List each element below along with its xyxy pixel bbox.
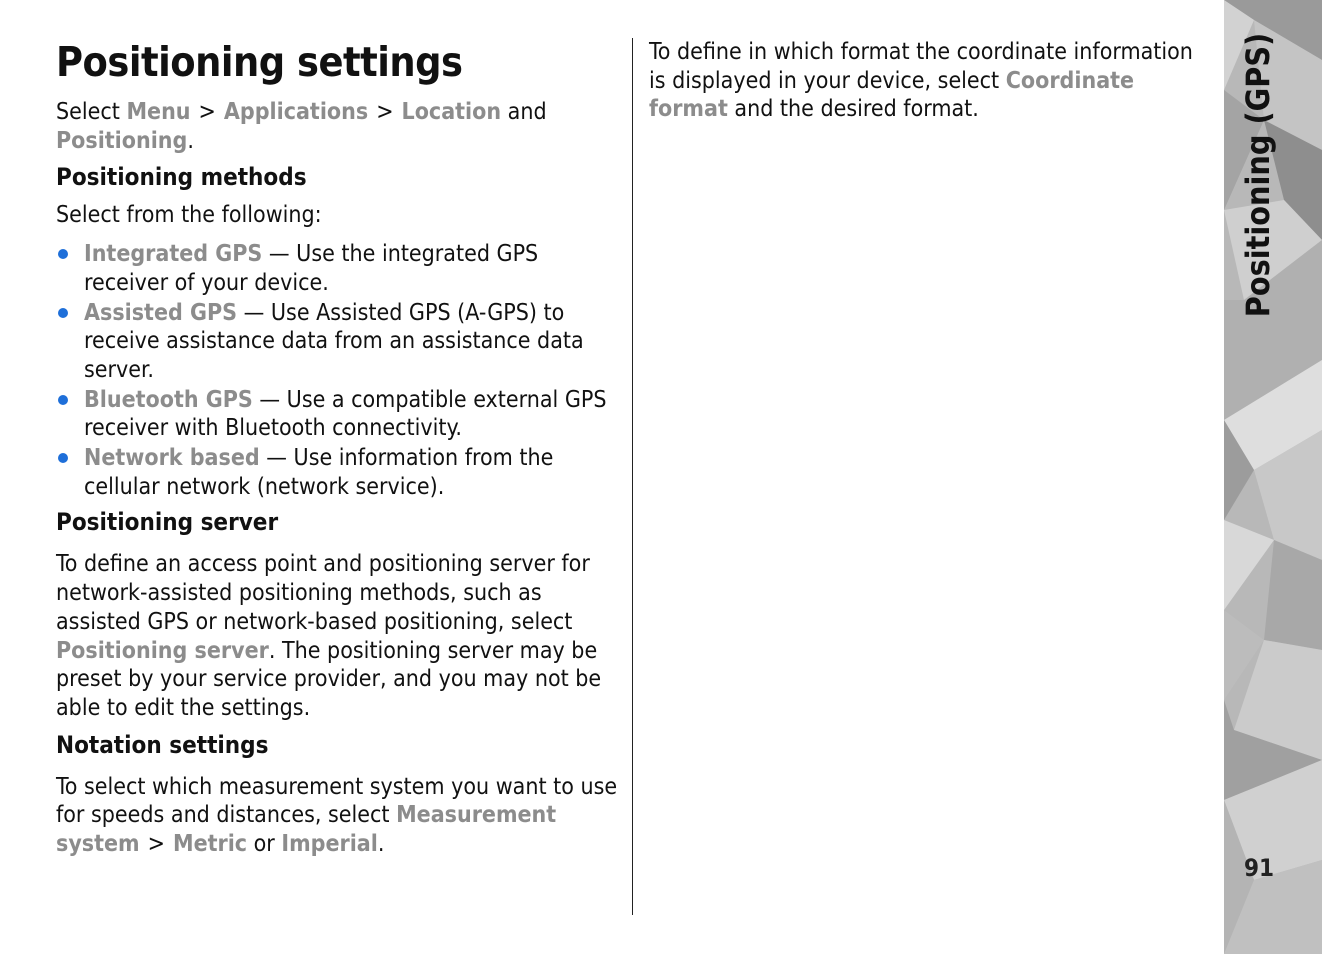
server-text-after: . The positioning server may be preset by your service provider, and you may not be able to edit the settings. [56, 637, 602, 721]
method-desc: — Use information from the cellular network (network service). [84, 445, 554, 500]
positioning-link[interactable]: Positioning [56, 127, 188, 154]
method-desc: — Use Assisted GPS (A-GPS) to receive assistance data from an assistance data server. [84, 299, 584, 383]
method-term[interactable]: Network based [84, 445, 260, 472]
path-separator: > [147, 831, 165, 858]
bullet-icon [58, 453, 68, 463]
notation-text: To select which measurement system you want to use for speeds and distances, select [56, 773, 618, 829]
methods-lead: Select from the following: [56, 202, 322, 229]
page-title: Positioning settings [56, 38, 463, 86]
applications-link[interactable]: Applications [223, 99, 369, 125]
notation-heading: Notation settings [56, 730, 269, 759]
imperial-link[interactable]: Imperial [281, 831, 378, 858]
server-text: To define an access point and positioning server for network-assisted positioning methods, such as assisted GPS or network-based positioning, select [56, 551, 590, 635]
server-heading: Positioning server [56, 508, 279, 537]
intro-and-text: and [507, 99, 547, 125]
page-number: 91 [1244, 854, 1275, 882]
menu-link[interactable]: Menu [126, 99, 191, 125]
metric-link[interactable]: Metric [172, 831, 248, 858]
intro-period: . [187, 127, 194, 154]
notation-paragraph [56, 773, 626, 859]
list-item [56, 240, 626, 297]
method-term[interactable]: Bluetooth GPS [84, 386, 253, 413]
method-desc: — Use a compatible external GPS receiver with Bluetooth connectivity. [84, 386, 607, 442]
positioning-server-link[interactable]: Positioning server [56, 637, 269, 664]
method-term[interactable]: Assisted GPS [84, 299, 238, 326]
bullet-icon [58, 249, 68, 259]
path-separator: > [376, 99, 394, 125]
notation-period: . [377, 831, 385, 858]
coordinate-format-link[interactable]: Coordinate format [649, 67, 1135, 123]
coordinate-text: To define in which format the coordinate information is displayed in your device, select [649, 39, 1193, 94]
methods-list [56, 240, 626, 501]
section-title-text: Positioning (GPS) [1239, 32, 1277, 318]
bullet-icon [58, 395, 68, 405]
right-column [649, 38, 1214, 124]
list-item [56, 444, 626, 501]
coordinate-paragraph [649, 38, 1214, 124]
path-separator: > [198, 99, 216, 125]
method-desc: — Use the integrated GPS receiver of your device. [84, 241, 539, 296]
method-term[interactable]: Integrated GPS [84, 241, 263, 268]
notation-or-text: or [253, 831, 275, 858]
coordinate-text-after: and the desired format. [727, 96, 979, 123]
column-divider [632, 38, 633, 915]
methods-heading: Positioning methods [56, 163, 307, 192]
location-link[interactable]: Location [401, 99, 502, 125]
left-column [56, 38, 626, 859]
measurement-system-link[interactable]: Measurement system [56, 802, 557, 858]
intro-paragraph [56, 98, 626, 155]
server-paragraph [56, 550, 626, 722]
intro-select-text: Select [56, 99, 120, 125]
bullet-icon [58, 308, 68, 318]
list-item [56, 299, 626, 385]
list-item [56, 386, 626, 443]
